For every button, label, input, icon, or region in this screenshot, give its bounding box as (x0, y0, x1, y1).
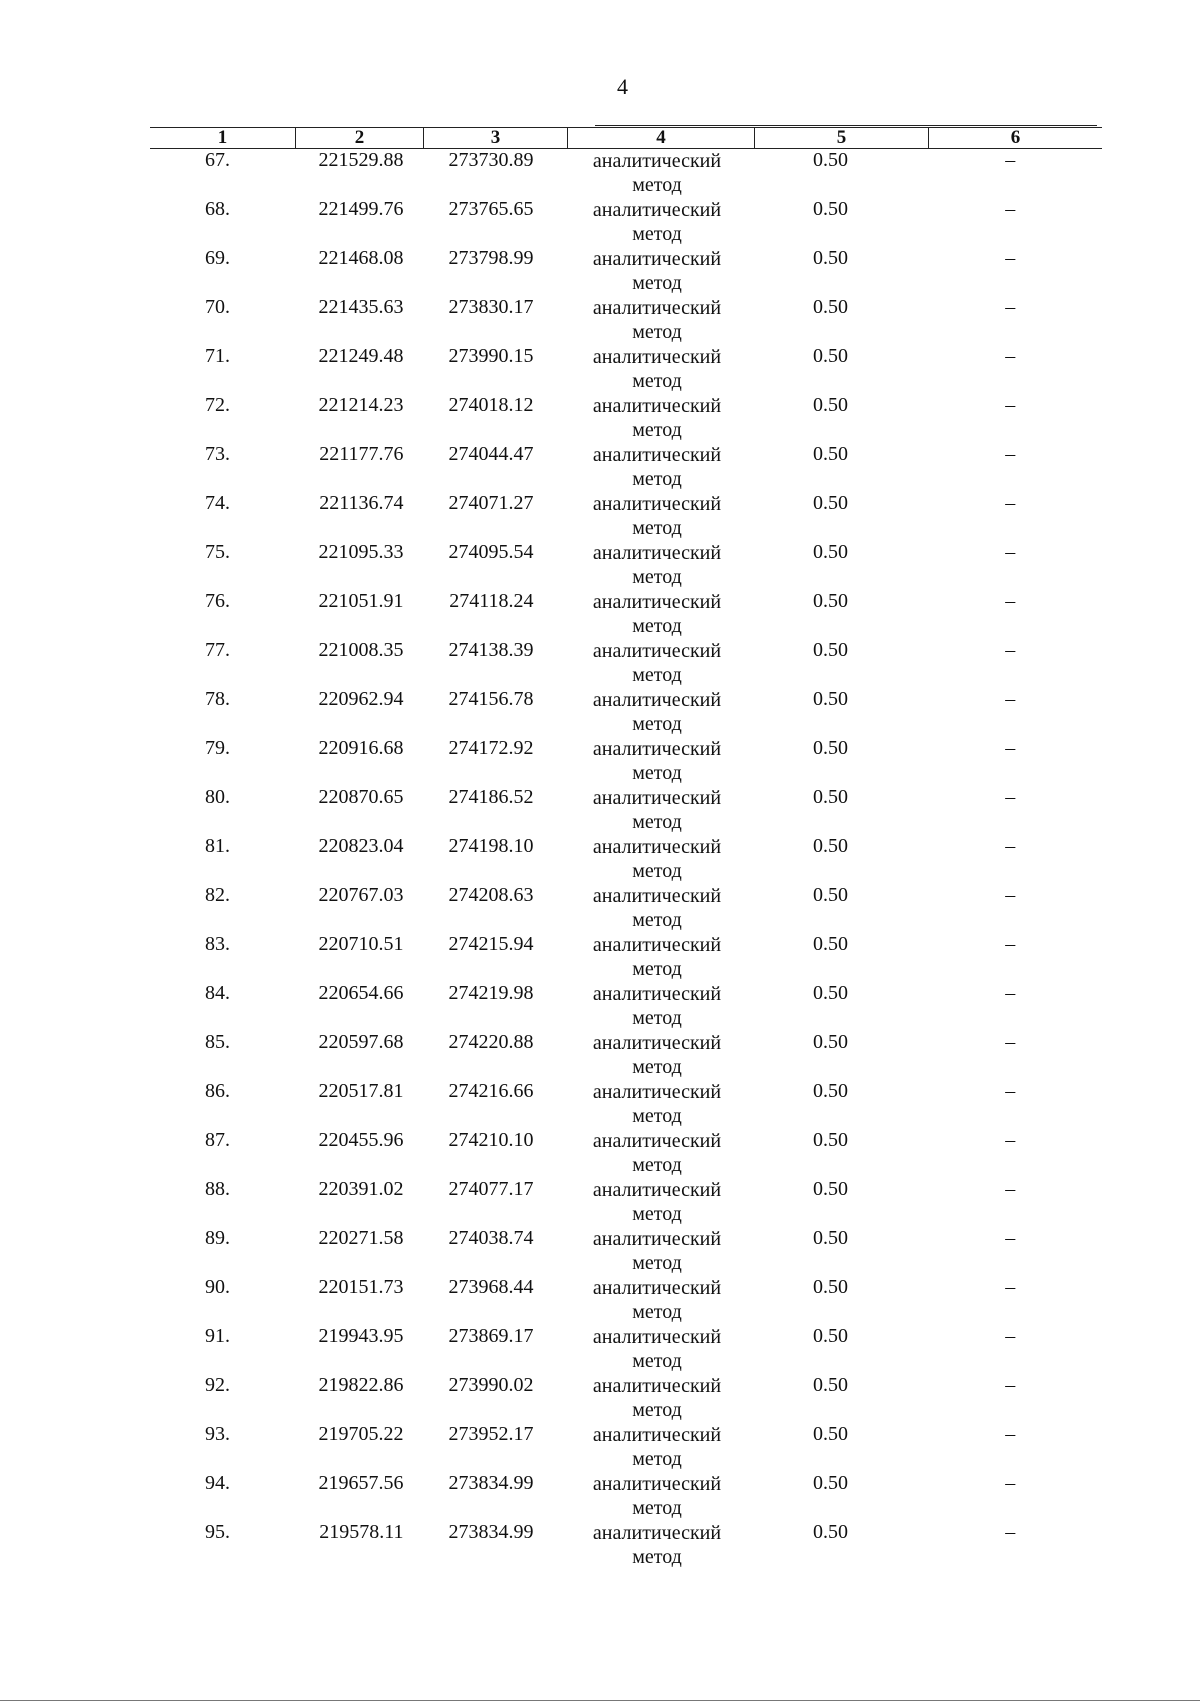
x-coordinate-cell: 221249.48 (318, 344, 404, 367)
table-row (150, 982, 1102, 1031)
x-coordinate-cell: 220151.73 (318, 1275, 404, 1298)
x-coordinate-cell: 220823.04 (318, 834, 404, 857)
point-number-cell: 71. (205, 344, 230, 367)
table-header (150, 128, 1102, 149)
method-cell: аналитический метод (592, 1178, 722, 1225)
point-number-cell: 94. (205, 1471, 230, 1494)
y-coordinate-cell: 273952.17 (448, 1422, 534, 1445)
accuracy-cell: 0.50 (813, 1422, 848, 1445)
y-coordinate-cell: 273990.15 (448, 344, 534, 367)
table-row (150, 1521, 1102, 1570)
table-row (150, 786, 1102, 835)
table-row (150, 639, 1102, 688)
method-cell: аналитический метод (592, 737, 722, 784)
method-cell: аналитический метод (592, 639, 722, 686)
x-coordinate-cell: 220271.58 (318, 1226, 404, 1249)
point-number-cell: 73. (205, 442, 230, 465)
accuracy-cell: 0.50 (813, 638, 848, 661)
note-cell: – (1005, 1177, 1016, 1200)
table-row (150, 443, 1102, 492)
table-row (150, 296, 1102, 345)
x-coordinate-cell: 219822.86 (318, 1373, 404, 1396)
table-row (150, 1227, 1102, 1276)
table-row (150, 933, 1102, 982)
x-coordinate-cell: 220916.68 (318, 736, 404, 759)
y-coordinate-cell: 273830.17 (448, 295, 534, 318)
method-cell: аналитический метод (592, 590, 722, 637)
point-number-cell: 80. (205, 785, 230, 808)
accuracy-cell: 0.50 (813, 1177, 848, 1200)
point-number-cell: 72. (205, 393, 230, 416)
table-row (150, 1080, 1102, 1129)
x-coordinate-cell: 220654.66 (318, 981, 404, 1004)
y-coordinate-cell: 274138.39 (448, 638, 534, 661)
point-number-cell: 83. (205, 932, 230, 955)
table-row (150, 1423, 1102, 1472)
x-coordinate-cell: 221468.08 (318, 246, 404, 269)
accuracy-cell: 0.50 (813, 1471, 848, 1494)
y-coordinate-cell: 274210.10 (448, 1128, 534, 1151)
table-row (150, 737, 1102, 786)
table-row (150, 884, 1102, 933)
y-coordinate-cell: 274208.63 (448, 883, 534, 906)
accuracy-cell: 0.50 (813, 442, 848, 465)
note-cell: – (1005, 295, 1016, 318)
note-cell: – (1005, 638, 1016, 661)
column-header-1: 1 (150, 128, 296, 149)
y-coordinate-cell: 274044.47 (448, 442, 534, 465)
accuracy-cell: 0.50 (813, 736, 848, 759)
x-coordinate-cell: 220870.65 (318, 785, 404, 808)
table-row (150, 1374, 1102, 1423)
note-cell: – (1005, 883, 1016, 906)
method-cell: аналитический метод (592, 786, 722, 833)
accuracy-cell: 0.50 (813, 1324, 848, 1347)
x-coordinate-cell: 220455.96 (318, 1128, 404, 1151)
page-number: 4 (617, 74, 628, 99)
point-number-cell: 86. (205, 1079, 230, 1102)
method-cell: аналитический метод (592, 492, 722, 539)
method-cell: аналитический метод (592, 1227, 722, 1274)
accuracy-cell: 0.50 (813, 393, 848, 416)
method-cell: аналитический метод (592, 443, 722, 490)
note-cell: – (1005, 1324, 1016, 1347)
accuracy-cell: 0.50 (813, 1226, 848, 1249)
column-header-4: 4 (568, 128, 755, 149)
note-cell: – (1005, 246, 1016, 269)
table-row (150, 1472, 1102, 1521)
method-cell: аналитический метод (592, 247, 722, 294)
point-number-cell: 91. (205, 1324, 230, 1347)
table-row (150, 149, 1102, 198)
y-coordinate-cell: 274172.92 (448, 736, 534, 759)
method-cell: аналитический метод (592, 688, 722, 735)
accuracy-cell: 0.50 (813, 344, 848, 367)
note-cell: – (1005, 1030, 1016, 1053)
accuracy-cell: 0.50 (813, 834, 848, 857)
x-coordinate-cell: 220710.51 (318, 932, 404, 955)
note-cell: – (1005, 149, 1016, 171)
note-cell: – (1005, 834, 1016, 857)
accuracy-cell: 0.50 (813, 589, 848, 612)
method-cell: аналитический метод (592, 1374, 722, 1421)
x-coordinate-cell: 221136.74 (319, 491, 404, 514)
point-number-cell: 74. (205, 491, 230, 514)
y-coordinate-cell: 274077.17 (448, 1177, 534, 1200)
y-coordinate-cell: 274156.78 (448, 687, 534, 710)
accuracy-cell: 0.50 (813, 1520, 848, 1543)
accuracy-cell: 0.50 (813, 149, 848, 171)
y-coordinate-cell: 274215.94 (448, 932, 534, 955)
y-coordinate-cell: 274095.54 (448, 540, 534, 563)
column-header-5: 5 (755, 128, 929, 149)
y-coordinate-cell: 273765.65 (448, 197, 534, 220)
point-number-cell: 95. (205, 1520, 230, 1543)
note-cell: – (1005, 1128, 1016, 1151)
method-cell: аналитический метод (592, 394, 722, 441)
method-cell: аналитический метод (592, 150, 722, 196)
y-coordinate-cell: 274018.12 (448, 393, 534, 416)
accuracy-cell: 0.50 (813, 785, 848, 808)
accuracy-cell: 0.50 (813, 932, 848, 955)
method-cell: аналитический метод (592, 1129, 722, 1176)
accuracy-cell: 0.50 (813, 687, 848, 710)
point-number-cell: 77. (205, 638, 230, 661)
y-coordinate-cell: 273798.99 (448, 246, 534, 269)
accuracy-cell: 0.50 (813, 1275, 848, 1298)
method-cell: аналитический метод (592, 1031, 722, 1078)
point-number-cell: 68. (205, 197, 230, 220)
note-cell: – (1005, 981, 1016, 1004)
note-cell: – (1005, 736, 1016, 759)
point-number-cell: 69. (205, 246, 230, 269)
x-coordinate-cell: 221177.76 (319, 442, 404, 465)
x-coordinate-cell: 221529.88 (318, 149, 404, 171)
x-coordinate-cell: 220517.81 (318, 1079, 404, 1102)
x-coordinate-cell: 221008.35 (318, 638, 404, 661)
point-number-cell: 78. (205, 687, 230, 710)
coordinates-table (150, 127, 1102, 1570)
note-cell: – (1005, 540, 1016, 563)
x-coordinate-cell: 219705.22 (318, 1422, 404, 1445)
method-cell: аналитический метод (592, 1521, 722, 1568)
header-top-rule (595, 125, 1097, 126)
column-header-6: 6 (929, 128, 1103, 149)
method-cell: аналитический метод (592, 541, 722, 588)
point-number-cell: 92. (205, 1373, 230, 1396)
table-row (150, 198, 1102, 247)
note-cell: – (1005, 1471, 1016, 1494)
note-cell: – (1005, 785, 1016, 808)
table-row (150, 1031, 1102, 1080)
accuracy-cell: 0.50 (813, 1128, 848, 1151)
point-number-cell: 84. (205, 981, 230, 1004)
table-row (150, 1325, 1102, 1374)
table-row (150, 247, 1102, 296)
table-row (150, 590, 1102, 639)
x-coordinate-cell: 219943.95 (318, 1324, 404, 1347)
x-coordinate-cell: 221051.91 (318, 589, 404, 612)
method-cell: аналитический метод (592, 1080, 722, 1127)
y-coordinate-cell: 274186.52 (448, 785, 534, 808)
point-number-cell: 85. (205, 1030, 230, 1053)
note-cell: – (1005, 1079, 1016, 1102)
method-cell: аналитический метод (592, 198, 722, 245)
point-number-cell: 93. (205, 1422, 230, 1445)
table-row (150, 345, 1102, 394)
x-coordinate-cell: 219578.11 (319, 1520, 404, 1543)
accuracy-cell: 0.50 (813, 246, 848, 269)
table-row (150, 1129, 1102, 1178)
x-coordinate-cell: 220391.02 (318, 1177, 404, 1200)
note-cell: – (1005, 1520, 1016, 1543)
point-number-cell: 70. (205, 295, 230, 318)
note-cell: – (1005, 344, 1016, 367)
table-row (150, 835, 1102, 884)
point-number-cell: 67. (205, 149, 230, 171)
accuracy-cell: 0.50 (813, 295, 848, 318)
method-cell: аналитический метод (592, 884, 722, 931)
table-row (150, 688, 1102, 737)
note-cell: – (1005, 589, 1016, 612)
point-number-cell: 79. (205, 736, 230, 759)
point-number-cell: 81. (205, 834, 230, 857)
x-coordinate-cell: 221095.33 (318, 540, 404, 563)
accuracy-cell: 0.50 (813, 883, 848, 906)
accuracy-cell: 0.50 (813, 540, 848, 563)
accuracy-cell: 0.50 (813, 1030, 848, 1053)
y-coordinate-cell: 273869.17 (448, 1324, 534, 1347)
accuracy-cell: 0.50 (813, 1373, 848, 1396)
x-coordinate-cell: 221435.63 (318, 295, 404, 318)
y-coordinate-cell: 274220.88 (448, 1030, 534, 1053)
point-number-cell: 82. (205, 883, 230, 906)
table-row (150, 492, 1102, 541)
note-cell: – (1005, 1226, 1016, 1249)
note-cell: – (1005, 491, 1016, 514)
y-coordinate-cell: 273730.89 (448, 149, 534, 171)
method-cell: аналитический метод (592, 1276, 722, 1323)
column-header-3: 3 (424, 128, 568, 149)
method-cell: аналитический метод (592, 1423, 722, 1470)
method-cell: аналитический метод (592, 1472, 722, 1519)
accuracy-cell: 0.50 (813, 197, 848, 220)
accuracy-cell: 0.50 (813, 981, 848, 1004)
accuracy-cell: 0.50 (813, 1079, 848, 1102)
note-cell: – (1005, 197, 1016, 220)
y-coordinate-cell: 273968.44 (448, 1275, 534, 1298)
note-cell: – (1005, 1275, 1016, 1298)
y-coordinate-cell: 274219.98 (448, 981, 534, 1004)
point-number-cell: 89. (205, 1226, 230, 1249)
bottom-edge-line (0, 1700, 1200, 1701)
y-coordinate-cell: 274216.66 (448, 1079, 534, 1102)
y-coordinate-cell: 273834.99 (448, 1471, 534, 1494)
note-cell: – (1005, 442, 1016, 465)
table-row (150, 394, 1102, 443)
point-number-cell: 87. (205, 1128, 230, 1151)
x-coordinate-cell: 220767.03 (318, 883, 404, 906)
note-cell: – (1005, 687, 1016, 710)
coordinates-table-container (150, 127, 1097, 1570)
method-cell: аналитический метод (592, 1325, 722, 1372)
y-coordinate-cell: 274038.74 (448, 1226, 534, 1249)
accuracy-cell: 0.50 (813, 491, 848, 514)
method-cell: аналитический метод (592, 835, 722, 882)
y-coordinate-cell: 273990.02 (448, 1373, 534, 1396)
x-coordinate-cell: 220597.68 (318, 1030, 404, 1053)
x-coordinate-cell: 221499.76 (318, 197, 404, 220)
x-coordinate-cell: 219657.56 (318, 1471, 404, 1494)
note-cell: – (1005, 1373, 1016, 1396)
note-cell: – (1005, 1422, 1016, 1445)
y-coordinate-cell: 274071.27 (448, 491, 534, 514)
table-row (150, 541, 1102, 590)
column-header-2: 2 (296, 128, 424, 149)
table-body (150, 149, 1102, 1570)
table-row (150, 1276, 1102, 1325)
method-cell: аналитический метод (592, 933, 722, 980)
method-cell: аналитический метод (592, 345, 722, 392)
x-coordinate-cell: 220962.94 (318, 687, 404, 710)
x-coordinate-cell: 221214.23 (318, 393, 404, 416)
y-coordinate-cell: 274118.24 (449, 589, 534, 612)
note-cell: – (1005, 932, 1016, 955)
method-cell: аналитический метод (592, 982, 722, 1029)
point-number-cell: 76. (205, 589, 230, 612)
y-coordinate-cell: 274198.10 (448, 834, 534, 857)
point-number-cell: 75. (205, 540, 230, 563)
note-cell: – (1005, 393, 1016, 416)
table-header-row (150, 128, 1102, 149)
point-number-cell: 90. (205, 1275, 230, 1298)
method-cell: аналитический метод (592, 296, 722, 343)
point-number-cell: 88. (205, 1177, 230, 1200)
table-row (150, 1178, 1102, 1227)
y-coordinate-cell: 273834.99 (448, 1520, 534, 1543)
